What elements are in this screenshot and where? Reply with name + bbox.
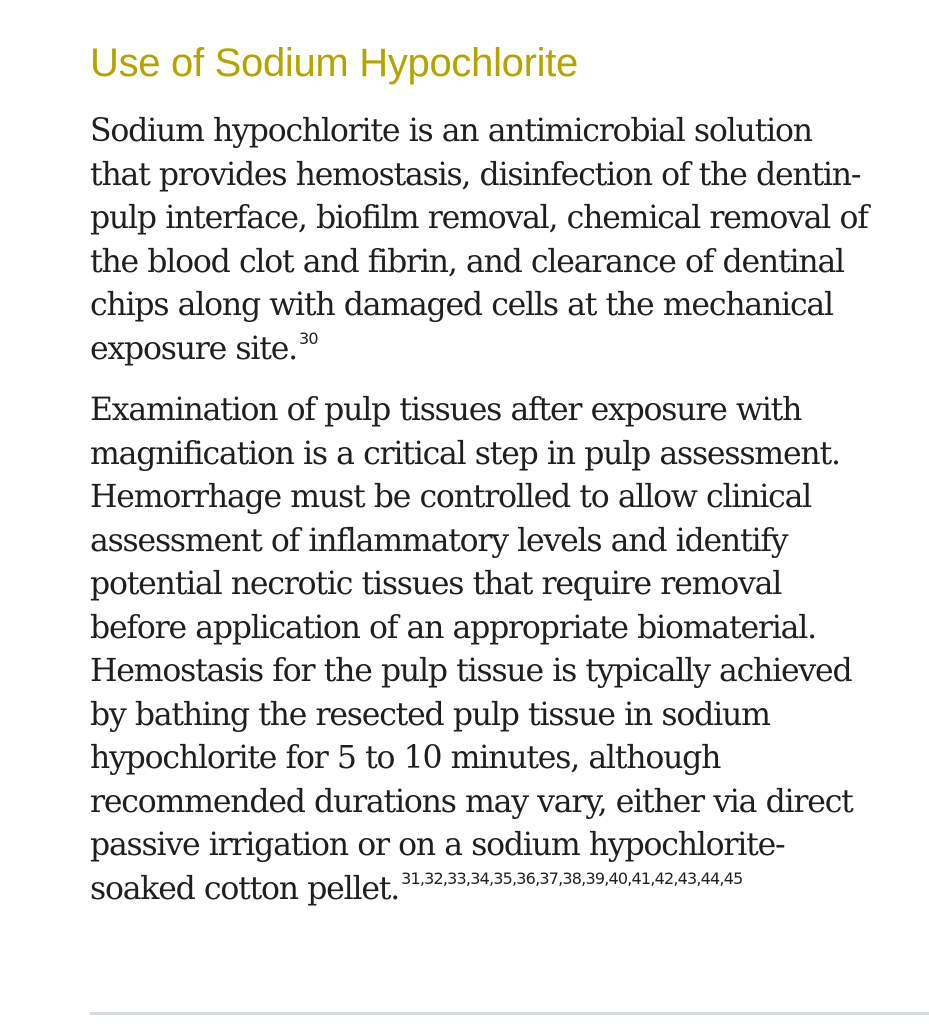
paragraph-2 — [90, 389, 890, 915]
article-section — [90, 38, 890, 915]
paragraph-2-text: Examination of pulp tissues after exposure with magnification is a critical step in pulp assessment. Hemorrhage must be controlled to allow clinical assessment of inflammatory levels and identify potential necrotic tissues that require removal before application of an appropriate biomaterial. Hemostasis for the pulp tissue is typically achieved by bathing the resected pulp tissue in sodium hypochlorite for 5 to 10 minutes, although recommended durations may vary, either via direct passive irrigation or on a sodium hypochlorite- soaked cotton pellet. — [90, 392, 853, 907]
citation-30[interactable]: 30 — [298, 328, 318, 348]
paragraph-1-text: Sodium hypochlorite is an antimicrobial solution that provides hemostasis, disinfection of the dentin- pulp interface, biofilm removal, chemical removal of the blood clot and fibrin, and clearance of dentinal chips along with damaged cells at the mechanical exposure site. — [90, 113, 868, 367]
divider — [90, 1012, 929, 1015]
paragraph-1 — [90, 110, 890, 375]
section-heading: Use of Sodium Hypochlorite — [90, 41, 578, 85]
citation-31-45[interactable]: 31,32,33,34,35,36,37,38,39,40,41,42,43,44,45 — [401, 868, 743, 888]
